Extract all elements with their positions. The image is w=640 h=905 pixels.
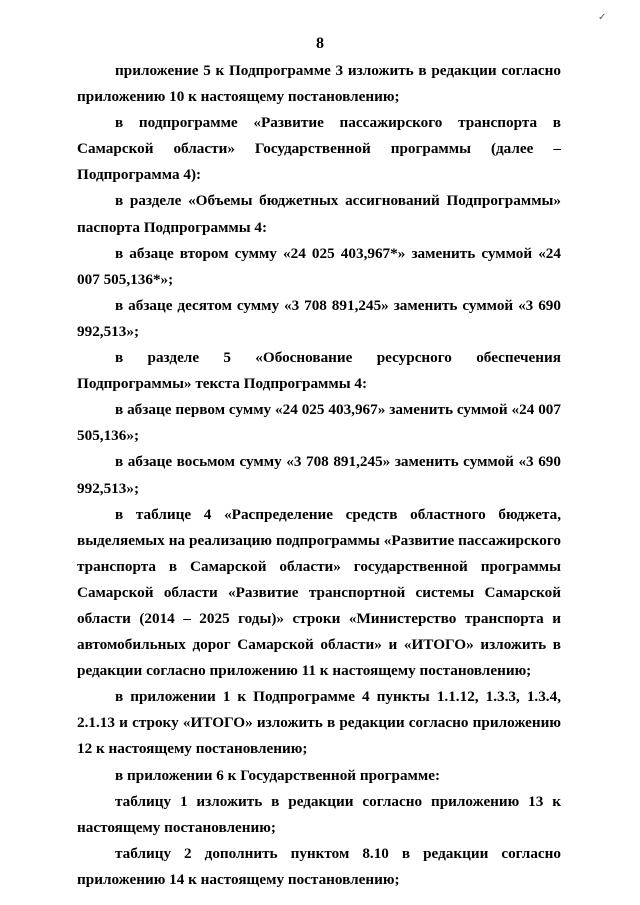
paragraph-9: в таблице 4 «Распределение средств областного бюджета, выделяемых на реализацию подпрограммы «Развитие пассажирского транспорта в Самарской области» государственной программы Самарской области «Развитие транспортной системы Самарской области (2014 – 2025 годы)» строки «Министерство транспорта и автомобильных дорог Самарской области» и «ИТОГО» изложить в редакции согласно приложению 11 к настоящему постановлению; bbox=[77, 505, 561, 680]
scan-mark: ✓ bbox=[598, 12, 607, 23]
document-body bbox=[77, 58, 561, 893]
paragraph-2: в подпрограмме «Развитие пассажирского транспорта в Самарской области» Государственной программы (далее – Подпрограмма 4): bbox=[77, 114, 561, 184]
paragraph-13: таблицу 2 дополнить пунктом 8.10 в редакции согласно приложению 14 к настоящему постановлению; bbox=[77, 844, 561, 888]
paragraph-4: в абзаце втором сумму «24 025 403,967*» заменить суммой «24 007 505,136*»; bbox=[77, 244, 561, 288]
paragraph-6: в разделе 5 «Обоснование ресурсного обеспечения Подпрограммы» текста Подпрограммы 4: bbox=[77, 349, 561, 393]
paragraph-8: в абзаце восьмом сумму «3 708 891,245» заменить суммой «3 690 992,513»; bbox=[77, 453, 561, 497]
paragraph-11: в приложении 6 к Государственной программе: bbox=[115, 766, 441, 784]
paragraph-10: в приложении 1 к Подпрограмме 4 пункты 1.1.12, 1.3.3, 1.3.4, 2.1.13 и строку «ИТОГО» изложить в редакции согласно приложению 12 к настоящему постановлению; bbox=[77, 688, 561, 758]
paragraph-1: приложение 5 к Подпрограмме 3 изложить в редакции согласно приложению 10 к настоящему постановлению; bbox=[77, 62, 561, 106]
paragraph-7: в абзаце первом сумму «24 025 403,967» заменить суммой «24 007 505,136»; bbox=[77, 401, 561, 445]
paragraph-3: в разделе «Объемы бюджетных ассигнований Подпрограммы» паспорта Подпрограммы 4: bbox=[77, 192, 561, 236]
paragraph-12: таблицу 1 изложить в редакции согласно приложению 13 к настоящему постановлению; bbox=[77, 792, 561, 836]
page-number: 8 bbox=[316, 35, 324, 52]
paragraph-5: в абзаце десятом сумму «3 708 891,245» заменить суммой «3 690 992,513»; bbox=[77, 296, 561, 340]
